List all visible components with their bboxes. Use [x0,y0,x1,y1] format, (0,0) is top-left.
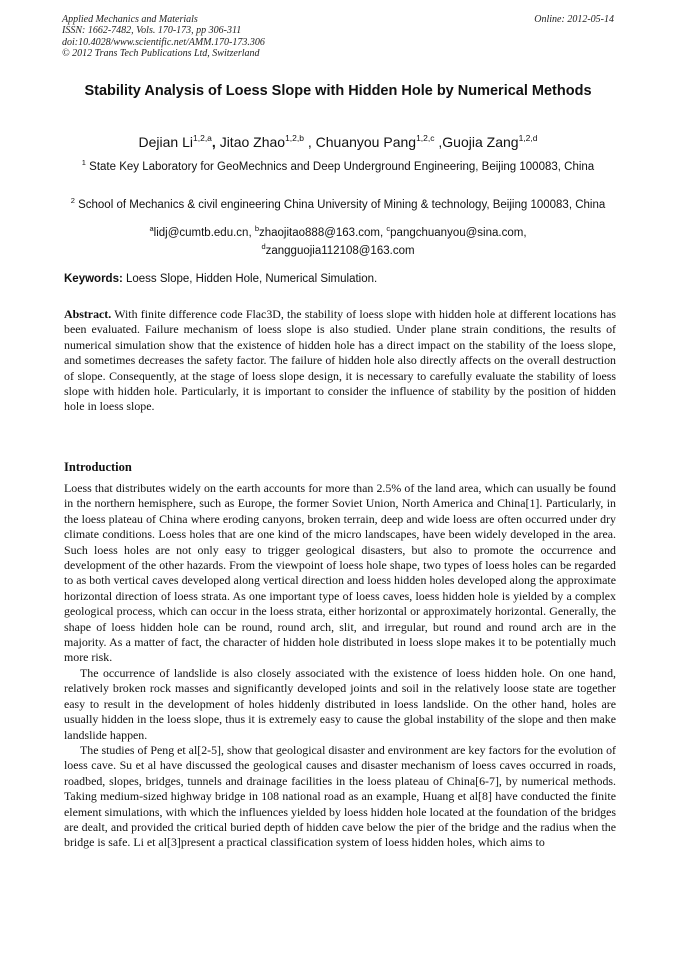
email-address[interactable]: zhaojitao888@163.com [259,227,381,239]
abstract-label: Abstract. [64,307,112,321]
email-address[interactable]: zangguojia112108@163.com [265,245,415,257]
author-superscript: 1,2,b [285,133,304,143]
author-list: Dejian Li$^{1,2,a}$, Jitao Zhao$^{1,2,b}$ , Chuanyou Pang$^{1,2,c}$ ,Guojia Zang$^{1,2,d}$ [138,133,538,150]
keywords [64,272,616,286]
copyright-line: © 2012 Trans Tech Publications Ltd, Switzerland [62,47,260,59]
paragraph: The studies of Peng et al[2-5], show that geological disaster and environment are key factors for the evolution of loess cave. Su et al have discussed the geological causes and disaster mechanism of loess caves occurred in roads, roadbed, slopes, bridges, tunnels and drainage facilities in the loess plateau of China[6-7], by numerical methods. Taking medium-sized highway bridge in 108 national road as an example, Huang et al[8] have conducted the finite element simulations, with which the influences yielded by loess hidden hole located at the foundation of the bridges are dealt, and provided the critical buried depth of hidden cave below the pier of the bridge and the radius when the bridge is safe. Li et al[3]present a practical classification system of loess hidden holes, which aims to [64,742,616,850]
paper-title: Stability Analysis of Loess Slope with Hidden Hole by Numerical Methods [84,83,592,99]
introduction-body [64,481,616,851]
abstract-text: With finite difference code Flac3D, the stability of loess slope with hidden hole at different locations has been evaluated. Failure mechanism of loess slope is also studied. Under plane strain conditions, the results of numerical simulation show that the existence of hidden hole has a direct impact on the stability of the loess slope, and sometimes decreases the safety factor. The failure of hidden hole also directly affects on the overall destruction of slope. Consequently, at the stage of loess slope design, it is necessary to carefully evaluate the stability of loess slope with hidden hole. Particularly, it is important to consider the influence of stability by the position of hidden hole in loess slope. [64,307,616,414]
author-superscript: 1,2,d [518,133,538,143]
email-line-2 [62,240,614,258]
author-superscript: 1,2,a [193,133,212,143]
author-emails [62,222,614,258]
author-superscript: 1,2,c [416,133,435,143]
author-name: Guojia Zang [442,134,519,150]
email-superscript: b [254,224,259,233]
email-address[interactable]: pangchuanyou@sina.com [390,227,524,239]
keywords-label: Keywords: [64,273,123,285]
email-address[interactable]: lidj@cumtb.edu.cn [153,227,249,239]
online-date: Online: 2012-05-14 [534,14,614,25]
affiliation-superscript: 1 [81,158,86,167]
affiliation-2 [62,194,614,212]
affiliation-1 [62,156,614,174]
author-name: Chuanyou Pang [315,134,417,150]
email-superscript: d [261,242,266,251]
affiliation-text: State Key Laboratory for GeoMechnics and Deep Underground Engineering, Beijing 100083, China [89,161,595,173]
email-superscript: a [149,224,154,233]
author-name: Dejian Li [138,134,193,150]
section-heading-introduction: Introduction [64,460,132,474]
email-line-1: $^a$lidj@cumtb.edu.cn, $^b$zhaojitao888@163.com, $^c$pangchuanyou@sina.com, [149,224,527,239]
abstract [64,307,616,415]
journal-header [62,14,614,59]
paragraph: Loess that distributes widely on the earth accounts for more than 2.5% of the land area, which can usually be found in the northern hemisphere, such as Europe, the former Soviet Union, North America and China[1]. Particularly, in the loess plateau of China where eroding canyons, broken terrain, deep and wide loess are often occurred under dry climate conditions. Loess holes that are one kind of the micro landscapes, have been widely developed in the area. Such loess holes are not only easy to trigger geological disasters, but also to promote the occurrence and development of the other hazards. From the viewpoint of loess hole shape, two types of loess holes can be regarded to as both vertical caves developed along vertical direction and loess hidden holes developed along the approximate horizontal direction of loess strata. As one important type of loess caves, loess hidden hole is yielded by a complex geological process, which can occur in the loess strata, either horizontal or approximately horizontal. Generally, the shape of loess hidden hole can be round, round arch, slit, and irregular, but round and round arch are in the majority. As a matter of fact, the character of hidden hole distributed in loess slope makes it to be potentially much more risk. [64,481,616,665]
affiliation-superscript: 2 [70,196,75,205]
paragraph: The occurrence of landslide is also closely associated with the existence of loess hidden hole. On one hand, relatively broken rock masses and significantly developed joints and soil in the relatively loose state are together easy to result in the development of holes hiddenly distributed in loess landslide. On the other hand, holes are usually hidden in the loess slope, thus it is extremely easy to cause the global instability of the slope and then make landslide happen. [64,665,616,742]
email-superscript: c [386,224,391,233]
author-name: Jitao Zhao [219,134,286,150]
doi-line: doi:10.4028/www.scientific.net/AMM.170-173.306 [62,36,265,48]
issn-line: ISSN: 1662-7482, Vols. 170-173, pp 306-311 [62,25,242,37]
affiliation-text: School of Mechanics & civil engineering China University of Mining & technology, Beijing 100083, China [78,199,606,211]
keywords-text: Loess Slope, Hidden Hole, Numerical Simulation. [126,273,378,285]
journal-name: Applied Mechanics and Materials [62,14,198,25]
